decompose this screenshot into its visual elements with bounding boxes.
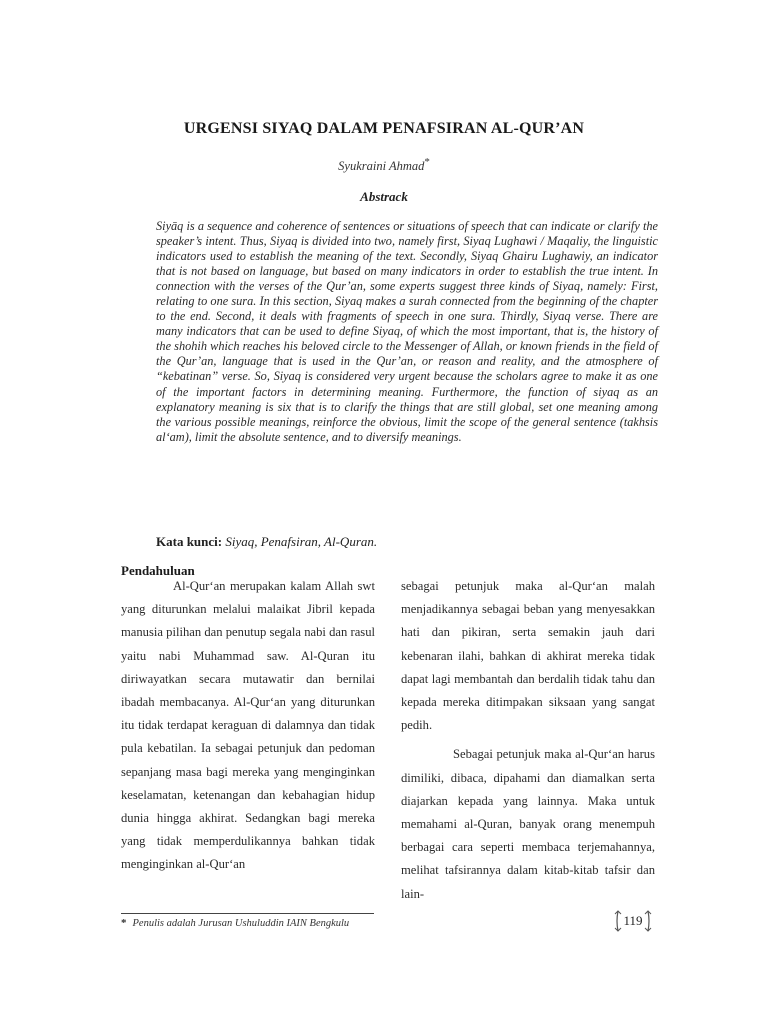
author-footnote-mark: * [424, 156, 430, 168]
left-column-paragraph: Al-Qur‘an merupakan kalam Allah swt yang diturunkan melalui malaikat Jibril kepada manusia pilihan dan penutup segala nabi dan rasul yaitu nabi Muhammad saw. Al-Quran itu diriwayatkan secara mutawatir dan bernilai ibadah membacanya. Al-Qur‘an yang diturunkan itu tidak terdapat keraguan di dalamnya dan tidak pula kebatilan. Ia sebagai petunjuk dan pedoman sepanjang masa bagi mereka yang menginginkan keselamatan, ketenangan dan kebahagian hidup dunia hingga akhirat. Sedangkan bagi mereka yang tidak memperdulikannya bahkan tidak menginginkan al-Qur‘an [121, 579, 375, 872]
abstract-heading: Abstrack [360, 189, 408, 204]
keywords-line [156, 534, 377, 550]
author-line [0, 156, 768, 174]
keywords-values: Siyaq, Penafsiran, Al-Quran. [225, 534, 378, 549]
left-column [121, 575, 375, 877]
footnote-mark: * [121, 917, 127, 929]
footnote-divider [121, 913, 374, 914]
abstract-body: Siyāq is a sequence and coherence of sentences or situations of speech that can indicate or clarify the speaker’s intent. Thus, Siyaq is divided into two, namely first, Siyaq Lughawi / Maqaliy, the linguistic indicators used to establish the meaning of the text. Secondly, Siyaq Ghairu Lughawiy, an indicator that is not based on language, but based on many indicators in order to establish the true intent. In connection with the verses of the Qur’an, some experts suggest three kinds of Siyaq, namely: First, relating to one sura. In this section, Siyaq makes a surah connected from the beginning of the chapter to the end. Second, it deals with fragments of speech in one sura. Thirdly, Siyaq verse. There are many indicators that can be used to define Siyaq, of which the most important, that is, the history of the shohih which reaches his beloved circle to the Messenger of Allah, or known friends in the field of the Qur’an, language that is used in the Qur’an, or reason and reality, and the atmosphere of “kebatinan” verse. So, Siyaq is considered very urgent because the scholars agree to make it as one of the important factors in determining meaning. Furthermore, the function of siyaq as an explanatory meaning is six that is to clarify the things that are still global, set one meaning among the various possible meanings, reinforce the obvious, limit the scope of the general sentence (takhsis al‘am), limit the absolute sentence, and to diversify meanings. [156, 219, 658, 444]
author-name: Syukraini Ahmad [338, 159, 425, 174]
right-column [401, 575, 655, 906]
page-number-badge [614, 908, 652, 934]
right-column-paragraph-2: Sebagai petunjuk maka al-Qur‘an harus dimiliki, dibaca, dipahami dan diamalkan serta diajarkan kepada yang lainnya. Maka untuk memahami al-Quran, banyak orang menempuh berbagai cara seperti membaca terjemahannya, melihat tafsirannya dalam kitab-kitab tafsir dan lain- [401, 747, 655, 901]
right-column-paragraph-1: sebagai petunjuk maka al-Qur‘an malah menjadikannya sebagai beban yang menyesakkan hati dan pikiran, serta semakin jauh dari kebenaran ilahi, bahkan di akhirat mereka tidak dapat lagi membantah dan berdalih tidak tahu dan kepada mereka ditimpakan siksaan yang sangat pedih. [401, 579, 655, 733]
page-number: 119 [623, 913, 643, 928]
section-heading: Pendahuluan [121, 563, 195, 578]
footnote [121, 917, 349, 929]
paper-title: URGENSI SIYAQ DALAM PENAFSIRAN AL-QUR’AN [183, 120, 585, 137]
keywords-label: Kata kunci: [156, 534, 223, 549]
footnote-text: Penulis adalah Jurusan Ushuluddin IAIN Bengkulu [132, 918, 350, 929]
